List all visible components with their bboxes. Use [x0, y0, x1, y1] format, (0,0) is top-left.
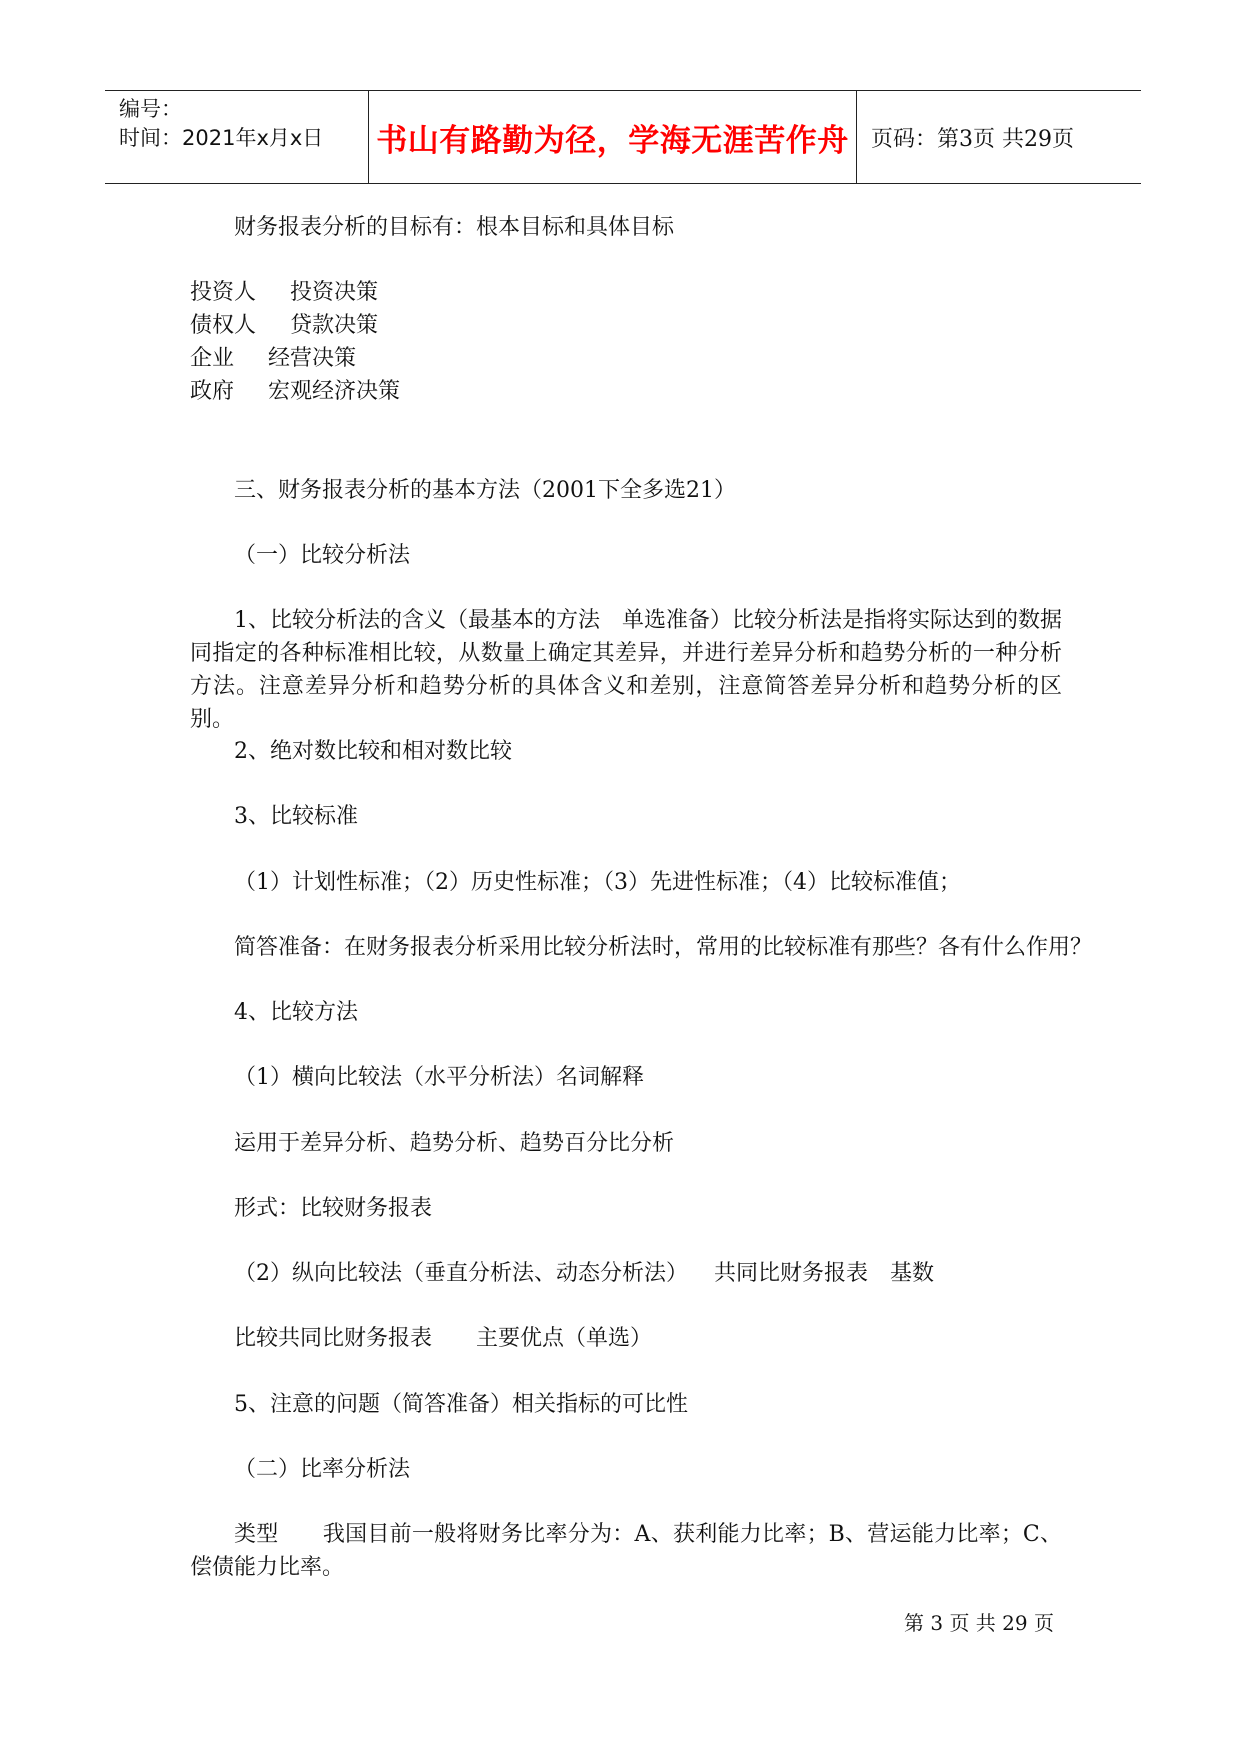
page-footer: 第 3 页 共 29 页	[904, 1611, 1054, 1635]
page-header	[105, 90, 1141, 184]
section-3-heading: 三、财务报表分析的基本方法（2001下全多选21）	[234, 478, 736, 503]
subsection-2-heading: （二）比率分析法	[234, 1457, 411, 1482]
user-row	[190, 342, 356, 375]
types-paragraph	[190, 1518, 1062, 1584]
form-text: 形式：比较财务报表	[234, 1196, 433, 1221]
user-decision: 宏观经济决策	[268, 379, 401, 404]
common-size-label: 比较共同比财务报表	[234, 1326, 433, 1351]
item-3-text: 3、比较标准	[234, 804, 358, 829]
user-who: 政府	[190, 379, 235, 404]
user-row	[190, 276, 378, 309]
base-text: 基数	[890, 1261, 935, 1286]
item-1-paragraph: 1、比较分析法的含义（最基本的方法 单选准备）比较分析法是指将实际达到的数据同指定的各种标准相比较，从数量上确定其差异，并进行差异分析和趋势分析的一种分析方法。注意差异分析和趋势分析的具体含义和差别，注意简答差异分析和趋势分析的区别。	[190, 608, 1062, 732]
user-decision: 投资决策	[290, 280, 379, 305]
time-label: 时间：2021年x月x日	[119, 126, 324, 150]
user-decision: 贷款决策	[290, 313, 379, 338]
number-label: 编号：	[119, 97, 182, 121]
types-label: 类型	[234, 1522, 279, 1547]
user-row	[190, 375, 400, 408]
item-5-text: 5、注意的问题（简答准备）相关指标的可比性	[234, 1392, 688, 1417]
user-who: 企业	[190, 346, 235, 371]
common-size-statement: 共同比财务报表	[714, 1261, 869, 1286]
goal-text: 财务报表分析的目标有：根本目标和具体目标	[234, 215, 675, 240]
user-row	[190, 309, 378, 342]
vertical-method-name: （2）纵向比较法（垂直分析法、动态分析法）	[234, 1261, 688, 1286]
item-2-text: 2、绝对数比较和相对数比较	[234, 739, 512, 764]
short-answer-question: 简答准备：在财务报表分析采用比较分析法时，常用的比较标准有那些？各有什么作用？	[234, 935, 1093, 960]
vertical-method	[234, 1257, 934, 1290]
user-who: 投资人	[190, 280, 257, 305]
user-who: 债权人	[190, 313, 257, 338]
standards-list: （1）计划性标准；（2）历史性标准；（3）先进性标准；（4）比较标准值；	[234, 870, 961, 895]
subsection-1-heading: （一）比较分析法	[234, 543, 411, 568]
header-motto: 书山有路勤为径，学海无涯苦作舟	[369, 91, 857, 183]
horizontal-method: （1）横向比较法（水平分析法）名词解释	[234, 1065, 644, 1090]
item-4-text: 4、比较方法	[234, 1000, 358, 1025]
main-advantage: 主要优点（单选）	[476, 1326, 653, 1351]
common-size-line	[234, 1322, 652, 1355]
header-page-label: 页码：第3页 共29页	[871, 126, 1074, 152]
usage-text: 运用于差异分析、趋势分析、趋势百分比分析	[234, 1131, 675, 1156]
types-text: 我国目前一般将财务比率分为：A、获利能力比率；B、营运能力比率；C、偿债能力比率。	[190, 1522, 1062, 1580]
user-decision: 经营决策	[268, 346, 357, 371]
header-meta	[105, 91, 369, 183]
